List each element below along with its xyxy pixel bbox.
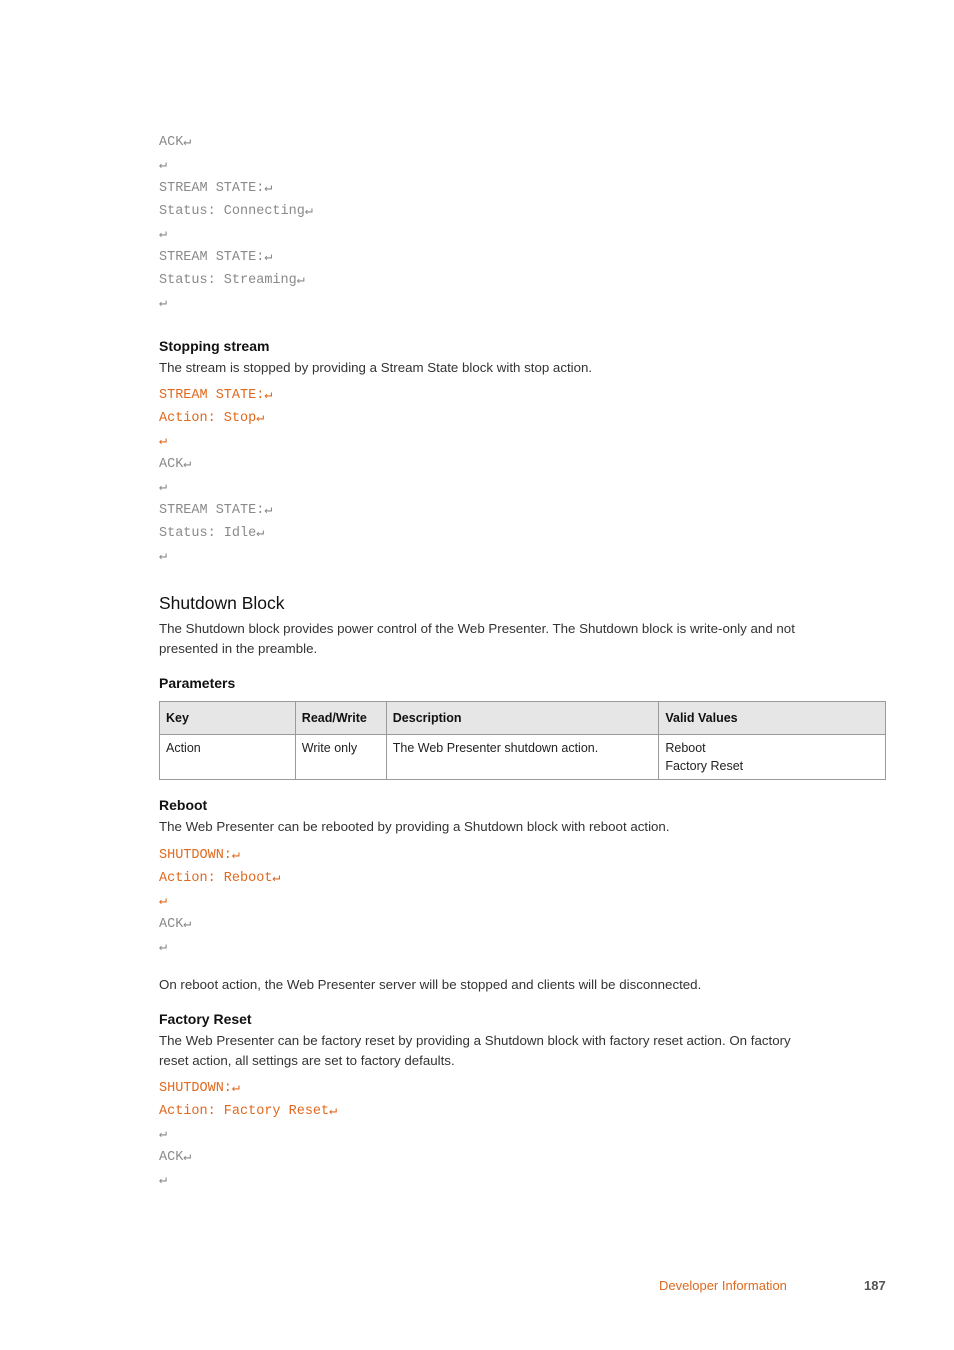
cell-key: Action xyxy=(160,735,296,780)
code-line: Status: Idle↵ xyxy=(159,526,265,541)
shutdown-block-text: The Shutdown block provides power control of the Web Presenter. The Shutdown block is write-only and not presented in the preamble. xyxy=(159,621,795,656)
factory-reset-text: The Web Presenter can be factory reset by providing a Shutdown block with factory reset action. On factory reset action, all settings are set to factory defaults. xyxy=(159,1033,791,1068)
stopping-stream-text: The stream is stopped by providing a Stream State block with stop action. xyxy=(159,360,593,375)
code-line: Action: Factory Reset↵ xyxy=(159,1104,338,1119)
code-line: ↵ xyxy=(159,158,168,173)
code-line: ↵ xyxy=(159,549,168,564)
column-header-key: Key xyxy=(160,702,296,735)
code-line: ACK↵ xyxy=(159,1150,192,1165)
page-number: 187 xyxy=(864,1278,886,1293)
code-line: ↵ xyxy=(159,1173,168,1188)
table-row xyxy=(160,735,886,780)
reboot-heading: Reboot xyxy=(159,797,208,813)
code-line: ↵ xyxy=(159,894,168,909)
code-line: ACK↵ xyxy=(159,917,192,932)
code-line: SHUTDOWN:↵ xyxy=(159,848,241,863)
code-line: ↵ xyxy=(159,434,168,449)
code-line: ACK↵ xyxy=(159,135,192,150)
code-line: Status: Connecting↵ xyxy=(159,204,313,219)
valid-value: Reboot xyxy=(665,741,706,755)
parameters-heading: Parameters xyxy=(159,675,236,691)
cell-valid-values xyxy=(659,735,886,780)
factory-reset-heading: Factory Reset xyxy=(159,1011,252,1027)
code-line: SHUTDOWN:↵ xyxy=(159,1081,241,1096)
code-line: Status: Streaming↵ xyxy=(159,273,305,288)
code-line: STREAM STATE:↵ xyxy=(159,503,273,518)
column-header-valid-values: Valid Values xyxy=(659,702,886,735)
valid-value: Factory Reset xyxy=(665,759,744,773)
table-header-row xyxy=(160,702,886,735)
code-line: ACK↵ xyxy=(159,457,192,472)
cell-description: The Web Presenter shutdown action. xyxy=(386,735,659,780)
parameters-table xyxy=(159,701,886,780)
column-header-description: Description xyxy=(386,702,659,735)
code-line: STREAM STATE:↵ xyxy=(159,388,273,403)
stopping-stream-heading: Stopping stream xyxy=(159,338,270,354)
code-line: ↵ xyxy=(159,940,168,955)
cell-read-write: Write only xyxy=(295,735,386,780)
code-line: Action: Stop↵ xyxy=(159,411,265,426)
code-line: STREAM STATE:↵ xyxy=(159,181,273,196)
code-line: ↵ xyxy=(159,296,168,311)
column-header-read-write: Read/Write xyxy=(295,702,386,735)
code-line: ↵ xyxy=(159,227,168,242)
code-line: ↵ xyxy=(159,480,168,495)
code-line: STREAM STATE:↵ xyxy=(159,250,273,265)
code-line: ↵ xyxy=(159,1127,168,1142)
code-line: Action: Reboot↵ xyxy=(159,871,281,886)
reboot-note: On reboot action, the Web Presenter server will be stopped and clients will be disconnected. xyxy=(159,977,702,992)
reboot-text: The Web Presenter can be rebooted by providing a Shutdown block with reboot action. xyxy=(159,819,670,834)
footer-section-name: Developer Information xyxy=(659,1278,787,1293)
shutdown-block-title: Shutdown Block xyxy=(159,593,285,613)
